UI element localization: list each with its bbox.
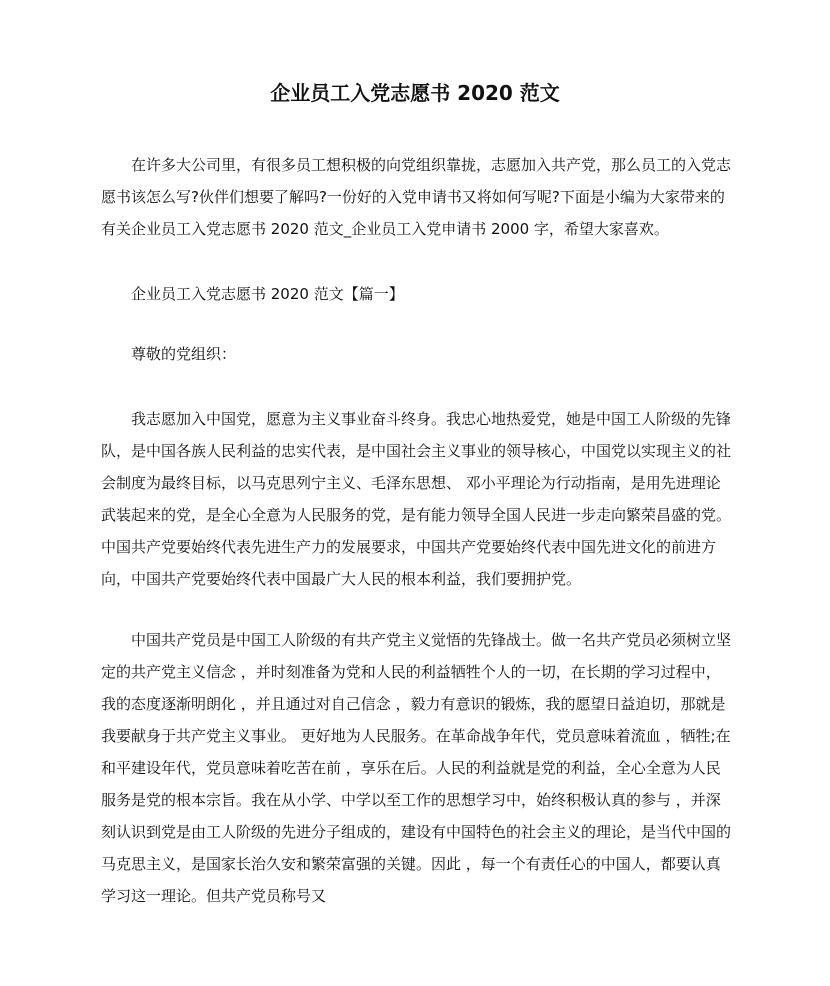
salutation: 尊敬的党组织：: [131, 345, 237, 363]
document-title: 企业员工入党志愿书 2020 范文: [270, 81, 560, 105]
section-heading: 企业员工入党志愿书 2020 范文【篇一】: [131, 285, 404, 303]
body-paragraph-1: 我志愿加入中国党，愿意为主义事业奋斗终身。我忠心地热爱党，她是中国工人阶级的先锋队，是中国各族人民利益的忠实代表，是中国社会主义事业的领导核心，中国党以实现主义的社会制度为最终目标，以马克思列宁主义、毛泽东思想、 邓小平理论为行动指南，是用先进理论武装起来的党，是全心全意为人民服务的党，是有能力领导全国人民进一步走向繁荣昌盛的党。中国共产党要始终代表先进生产力的发展要求，中国共产党要始终代表中国先进文化的前进方向，中国共产党要始终代表中国最广大人民的根本利益，我们要拥护党。: [101, 410, 732, 588]
intro-paragraph: 在许多大公司里，有很多员工想积极的向党组织靠拢，志愿加入共产党，那么员工的入党志愿书该怎么写?伙伴们想要了解吗?一份好的入党申请书又将如何写呢?下面是小编为大家带来的有关企业员工入党志愿书 2020 范文_企业员工入党申请书 2000 字，希望大家喜欢。: [101, 156, 732, 238]
body-paragraph-2: 中国共产党员是中国工人阶级的有共产党主义觉悟的先锋战士。做一名共产党员必须树立坚定的共产党主义信念 ，并时刻准备为党和人民的利益牺牲个人的一切，在长期的学习过程中，我的态度逐渐明朗化 ，并且通过对自己信念 ，毅力有意识的锻炼，我的愿望日益迫切，那就是我要献身于共产党主义事业。 更好地为人民服务。在革命战争年代，党员意味着流血 ，牺牲;在和平建设年代，党员意味着吃苦在前 ，享乐在后。人民的利益就是党的利益，全心全意为人民服务是党的根本宗旨。我在从小学、中学以至工作的思想学习中，始终积极认真的参与 ，并深刻认识到党是由工人阶级的先进分子组成的，建设有中国特色的社会主义的理论，是当代中国的马克思主义，是国家长治久安和繁荣富强的关键。因此 ，每一个有责任心的中国人，都要认真学习这一理论。但共产党员称号又: [101, 631, 732, 905]
